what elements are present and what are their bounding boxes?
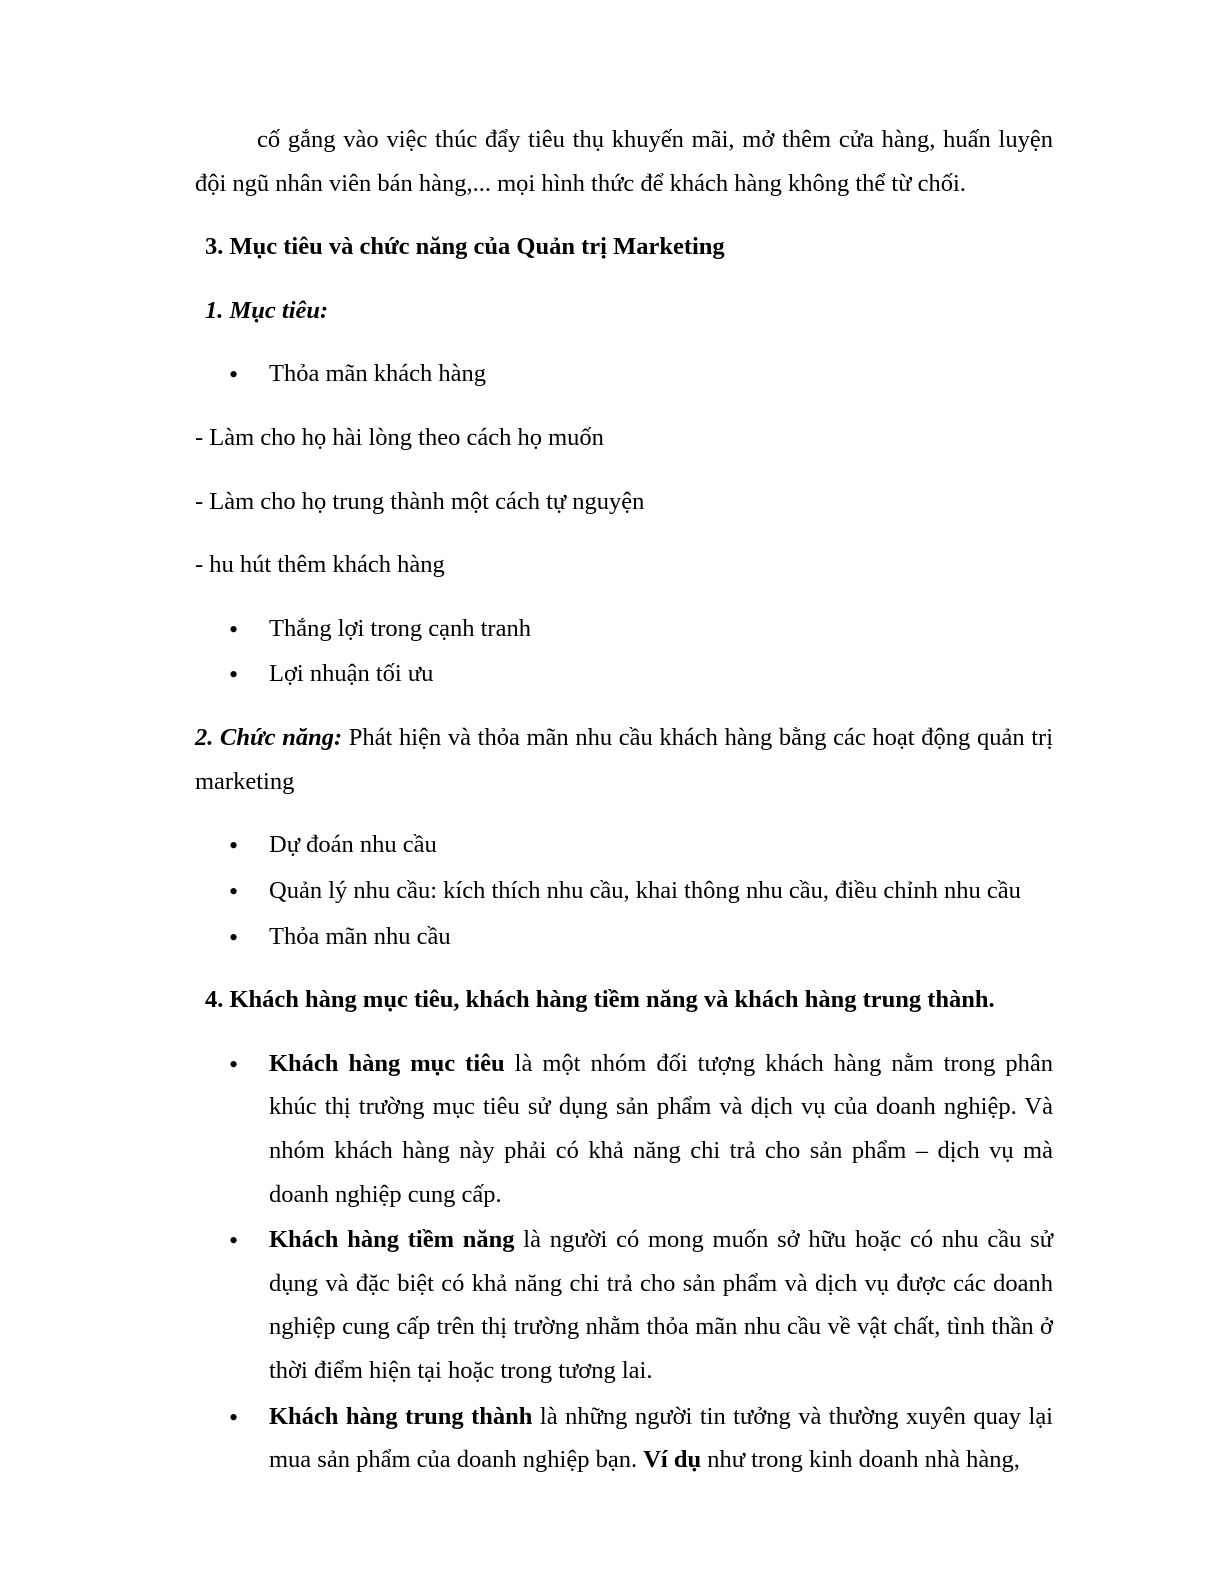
section-3-heading: 3. Mục tiêu và chức năng của Quản trị Marketing <box>205 233 725 261</box>
list-item <box>223 1218 1053 1392</box>
customer-1-label: Khách hàng mục tiêu <box>269 1049 505 1077</box>
list-item: • Lợi nhuận tối ưu <box>223 652 1053 696</box>
list-item <box>223 1042 1053 1216</box>
list-item <box>223 1395 1053 1482</box>
subsection-2-paragraph <box>195 716 1053 803</box>
subsection-2-text: Phát hiện và thỏa mãn nhu cầu khách hàng bằng các hoạt động quản trị marketing <box>195 724 1054 795</box>
list-item: • Quản lý nhu cầu: kích thích nhu cầu, khai thông nhu cầu, điều chỉnh nhu cầu <box>223 869 1053 913</box>
list-item: • Thắng lợi trong cạnh tranh <box>223 607 1053 651</box>
customer-3-example-label: Ví dụ <box>643 1446 702 1474</box>
top-paragraph: cố gắng vào việc thúc đẩy tiêu thụ khuyến mãi, mở thêm cửa hàng, huấn luyện đội ngũ nhân viên bán hàng,... mọi hình thức để khách hàng không thể từ chối. <box>195 126 1053 197</box>
customer-3-text-b: như trong kinh doanh nhà hàng, <box>701 1446 1020 1474</box>
list-item: • Thỏa mãn khách hàng <box>223 352 1053 396</box>
goal-dash-line-2: - Làm cho họ trung thành một cách tự nguyện <box>195 487 645 515</box>
list-item: • Thỏa mãn nhu cầu <box>223 915 1053 959</box>
goal-dash-line-1: - Làm cho họ hài lòng theo cách họ muốn <box>195 424 604 452</box>
customer-type-list <box>195 1042 1053 1482</box>
list-item: • Dự đoán nhu cầu <box>223 823 1053 867</box>
function-bullet-list <box>195 823 1053 958</box>
customer-3-text-a: là những người tin tưởng và thường xuyên quay lại mua sản phẩm của doanh nghiệp bạn. <box>269 1402 1053 1474</box>
subsection-1-heading: 1. Mục tiêu: <box>205 296 329 324</box>
goal-bullet-list-second <box>195 607 1053 696</box>
customer-3-label: Khách hàng trung thành <box>269 1402 533 1430</box>
customer-1-text: là một nhóm đối tượng khách hàng nằm trong phân khúc thị trường mục tiêu sử dụng sản phẩm và dịch vụ của doanh nghiệp. Và nhóm khách hàng này phải có khả năng chi trả cho sản phẩm – dịch vụ mà doanh nghiệp cung cấp. <box>269 1049 1053 1208</box>
subsection-2-label: 2. Chức năng: <box>195 724 343 752</box>
goal-dash-line-3: - hu hút thêm khách hàng <box>195 551 445 579</box>
goal-bullet-list-first <box>195 352 1053 396</box>
customer-2-label: Khách hàng tiềm năng <box>269 1226 515 1254</box>
section-4-heading: 4. Khách hàng mục tiêu, khách hàng tiềm năng và khách hàng trung thành. <box>205 986 995 1014</box>
customer-2-text: là người có mong muốn sở hữu hoặc có nhu cầu sử dụng và đặc biệt có khả năng chi trả cho sản phẩm và dịch vụ được các doanh nghiệp cung cấp trên thị trường nhằm thỏa mãn nhu cầu về vật chất, tình thần ở thời điểm hiện tại hoặc trong tương lai. <box>269 1226 1053 1385</box>
